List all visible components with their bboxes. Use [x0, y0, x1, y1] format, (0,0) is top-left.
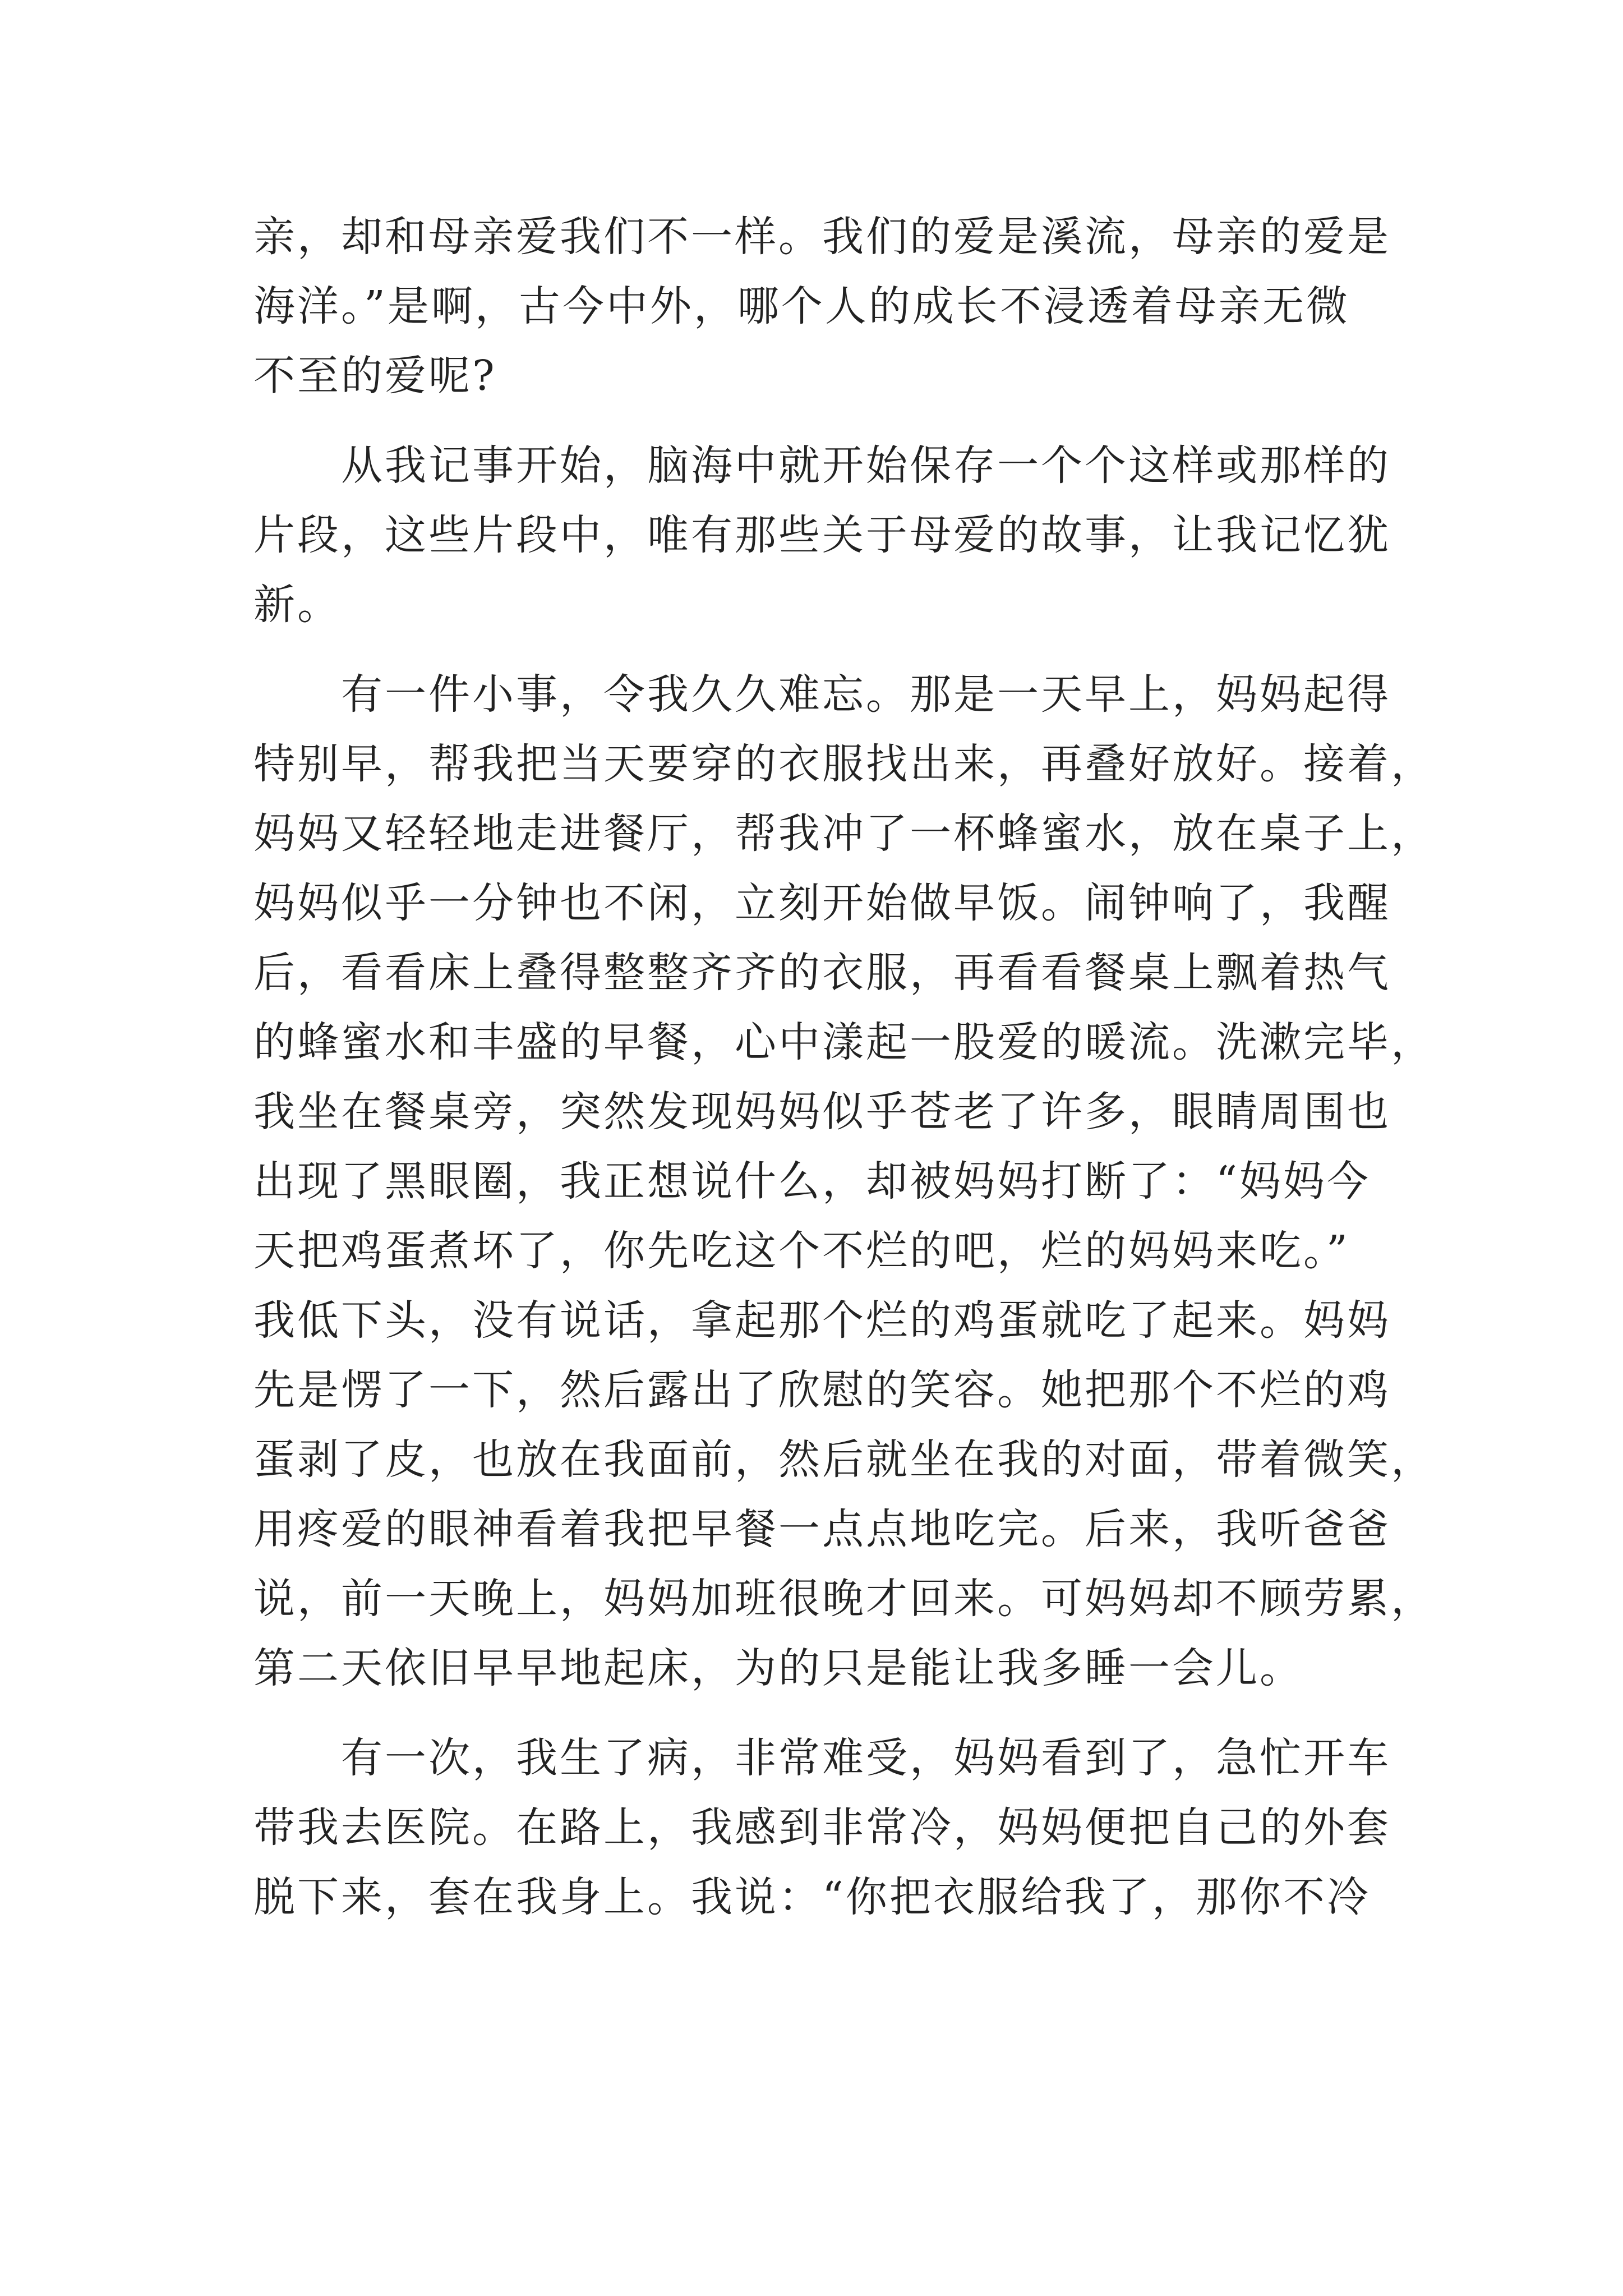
paragraph-1 [253, 202, 1398, 411]
document-body [253, 202, 1435, 1932]
text-line: 有一件小事，令我久久难忘。那是一天早上，妈妈起得 [253, 670, 1391, 719]
paragraph-4 [253, 1723, 1398, 1932]
paragraph-2 [253, 431, 1398, 639]
paragraph-gap [253, 1703, 1398, 1723]
text-line: 片段，这些片段中，唯有那些关于母爱的故事，让我记忆犹 [253, 511, 1391, 559]
text-line: 第二天依旧早早地起床，为的只是能让我多睡一会儿。 [253, 1644, 1303, 1692]
text-line: 从我记事开始，脑海中就开始保存一个个这样或那样的 [253, 441, 1391, 490]
text-line: 亲，却和母亲爱我们不一样。我们的爱是溪流，母亲的爱是 [253, 213, 1391, 261]
text-line: 不至的爱呢? [253, 352, 497, 400]
text-line: 我坐在餐桌旁，突然发现妈妈似乎苍老了许多，眼睛周围也 [253, 1088, 1391, 1136]
text-line: 带我去医院。在路上，我感到非常冷，妈妈便把自己的外套 [253, 1803, 1391, 1852]
text-line: 我低下头，没有说话，拿起那个烂的鸡蛋就吃了起来。妈妈 [253, 1296, 1391, 1345]
text-line: 有一次，我生了病，非常难受，妈妈看到了，急忙开车 [253, 1734, 1391, 1782]
paragraph-gap [253, 639, 1398, 660]
text-line: 用疼爱的眼神看着我把早餐一点点地吃完。后来，我听爸爸 [253, 1505, 1391, 1553]
paragraph-gap [253, 411, 1398, 431]
text-line: 说，前一天晚上，妈妈加班很晚才回来。可妈妈却不顾劳累， [253, 1575, 1435, 1623]
text-line: 海洋。”是啊，古今中外，哪个人的成长不浸透着母亲无微 [253, 282, 1350, 330]
text-line: 妈妈似乎一分钟也不闲，立刻开始做早饭。闹钟响了，我醒 [253, 879, 1391, 927]
text-line: 妈妈又轻轻地走进餐厅，帮我冲了一杯蜂蜜水，放在桌子上， [253, 809, 1435, 858]
text-line: 脱下来，套在我身上。我说：“你把衣服给我了，那你不冷 [253, 1873, 1371, 1921]
text-line: 新。 [253, 581, 341, 629]
text-line: 先是愣了一下，然后露出了欣慰的笑容。她把那个不烂的鸡 [253, 1366, 1391, 1414]
text-line: 蛋剥了皮，也放在我面前，然后就坐在我的对面，带着微笑， [253, 1435, 1435, 1484]
text-line: 的蜂蜜水和丰盛的早餐，心中漾起一股爱的暖流。洗漱完毕， [253, 1018, 1435, 1066]
text-line: 后，看看床上叠得整整齐齐的衣服，再看看餐桌上飘着热气 [253, 949, 1391, 997]
text-line: 特别早，帮我把当天要穿的衣服找出来，再叠好放好。接着， [253, 740, 1435, 788]
text-line: 天把鸡蛋煮坏了，你先吃这个不烂的吧，烂的妈妈来吃。” [253, 1227, 1350, 1275]
paragraph-3 [253, 660, 1435, 1703]
text-line: 出现了黑眼圈，我正想说什么，却被妈妈打断了：“妈妈今 [253, 1157, 1371, 1205]
